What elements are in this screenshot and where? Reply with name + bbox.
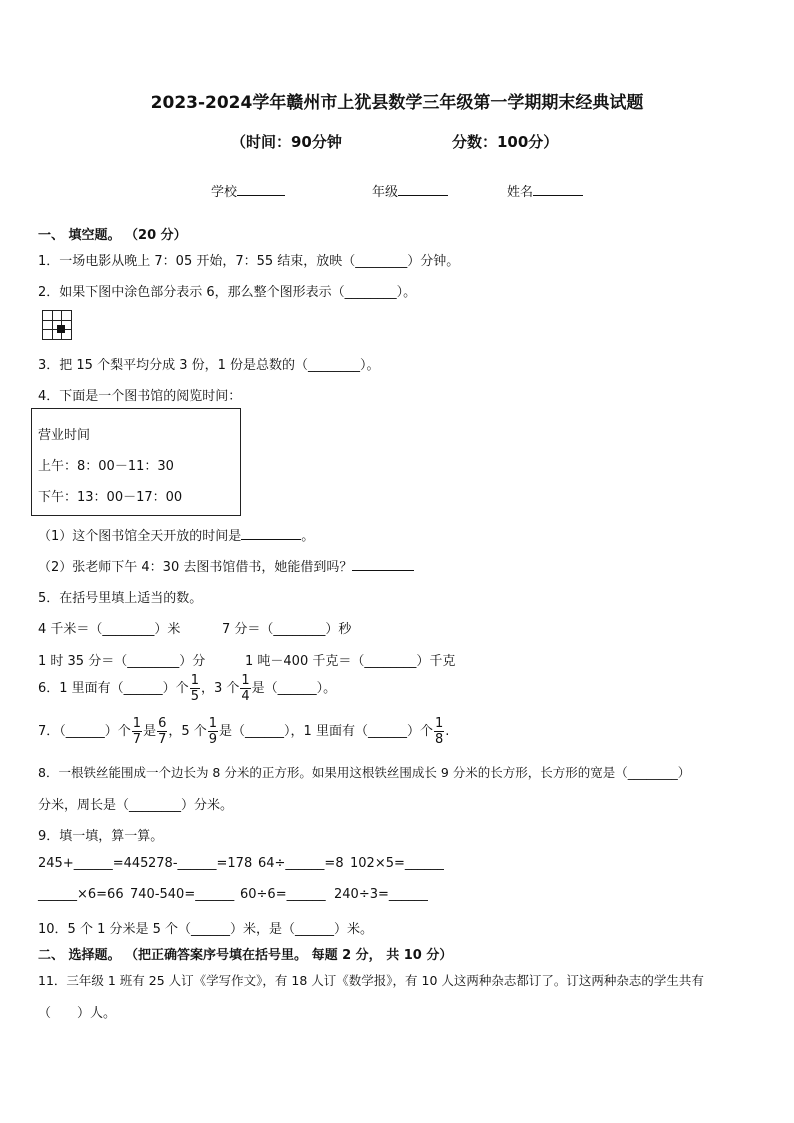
question-9: 9．填一填，算一算。 <box>38 829 164 844</box>
q9-item: ______×6=66 <box>38 887 124 902</box>
question-4: 4．下面是一个图书馆的阅览时间： <box>38 389 242 404</box>
question-5-a: 4 千米＝（________）米 <box>38 622 181 637</box>
question-7-text: ，5 个 <box>168 724 207 739</box>
question-3: 3．把 15 个梨平均分成 3 份，1 份是总数的（________）。 <box>38 358 380 373</box>
hours-morning: 上午：8：00－11：30 <box>38 459 174 474</box>
question-6-text: 是（______）。 <box>251 681 337 696</box>
school-label: 学校 <box>211 185 238 200</box>
question-4-1-text: （1）这个图书馆全天开放的时间是 <box>38 529 242 544</box>
question-1: 1．一场电影从晚上 7：05 开始，7：55 结束，放映（________）分钟。 <box>38 254 460 269</box>
school-field <box>211 181 285 200</box>
q9-item: 60÷6=______ <box>240 887 326 902</box>
q9-item: 64÷______=8 <box>258 856 344 871</box>
q9-item: 102×5=______ <box>350 856 444 871</box>
question-4-2-text: （2）张老师下午 4：30 去图书馆借书，她能借到吗？ <box>38 560 353 575</box>
question-5-c: 1 时 35 分＝（________）分 <box>38 654 206 669</box>
question-6 <box>38 673 336 704</box>
question-5-b: 7 分＝（________）秒 <box>222 622 352 637</box>
fraction-1-7: $\frac{1}{7}$ <box>132 716 142 747</box>
question-2: 2．如果下图中涂色部分表示 6，那么整个图形表示（________）。 <box>38 285 417 300</box>
question-6-text: ，3 个 <box>200 681 240 696</box>
name-blank <box>533 182 583 196</box>
score-label: 分数：100分） <box>452 133 559 151</box>
fraction-1-8: $\frac{1}{8}$ <box>434 716 444 747</box>
question-7-text: 是（______），1 里面有（______）个 <box>219 724 433 739</box>
question-7-text: 是 <box>143 724 157 739</box>
question-11-line-1: 11．三年级 1 班有 25 人订《学写作文》，有 18 人订《数学报》，有 10 人这两种杂志都订了。订这两种杂志的学生共有 <box>38 973 704 988</box>
name-field <box>507 181 583 200</box>
question-6-text: 6．1 里面有（______）个 <box>38 681 189 696</box>
question-8-line-1: 8．一根铁丝能围成一个边长为 8 分米的正方形。如果用这根铁丝围成长 9 分米的长方形，长方形的宽是（________） <box>38 765 691 780</box>
grade-label: 年级 <box>372 185 399 200</box>
q9-item: 245+______=445 <box>38 856 149 871</box>
question-8-line-2: 分米，周长是（________）分米。 <box>38 798 234 813</box>
question-7-text: . <box>445 724 450 739</box>
grade-field <box>372 181 448 200</box>
question-5: 5．在括号里填上适当的数。 <box>38 591 203 606</box>
q9-item: 278-______=178 <box>148 856 253 871</box>
shaded-grid-figure <box>42 310 72 340</box>
grade-blank <box>398 182 448 196</box>
answer-blank <box>241 526 301 540</box>
name-label: 姓名 <box>507 185 534 200</box>
q9-item: 240÷3=______ <box>334 887 428 902</box>
section-1-heading: 一、 填空题。 （20 分） <box>38 228 187 243</box>
shaded-cell <box>57 325 65 333</box>
question-4-1: （1）这个图书馆全天开放的时间是 。 <box>38 525 314 544</box>
fraction-1-5: $\frac{1}{5}$ <box>190 673 199 704</box>
hours-afternoon: 下午：13：00－17：00 <box>38 490 183 505</box>
school-blank <box>237 182 285 196</box>
page-title: 2023-2024学年赣州市上犹县数学三年级第一学期期末经典试题 <box>150 93 644 113</box>
section-2-heading: 二、 选择题。 （把正确答案序号填在括号里。 每题 2 分， 共 10 分） <box>38 948 453 963</box>
question-11-line-2: （ ）人。 <box>38 1006 117 1021</box>
fraction-1-9: $\frac{1}{9}$ <box>208 716 218 747</box>
fraction-1-4: $\frac{1}{4}$ <box>241 673 250 704</box>
question-4-2 <box>38 556 414 575</box>
hours-title: 营业时间 <box>38 428 91 443</box>
q9-item: 740-540=______ <box>130 887 235 902</box>
answer-blank <box>352 557 414 571</box>
question-7 <box>38 716 449 747</box>
question-7-text: 7．（______）个 <box>38 724 131 739</box>
time-label: （时间：90分钟 <box>231 133 342 151</box>
question-5-d: 1 吨－400 千克＝（________）千克 <box>245 654 456 669</box>
fraction-6-7: $\frac{6}{7}$ <box>158 716 167 747</box>
question-10: 10．5 个 1 分米是 5 个（______）米，是（______）米。 <box>38 922 374 937</box>
